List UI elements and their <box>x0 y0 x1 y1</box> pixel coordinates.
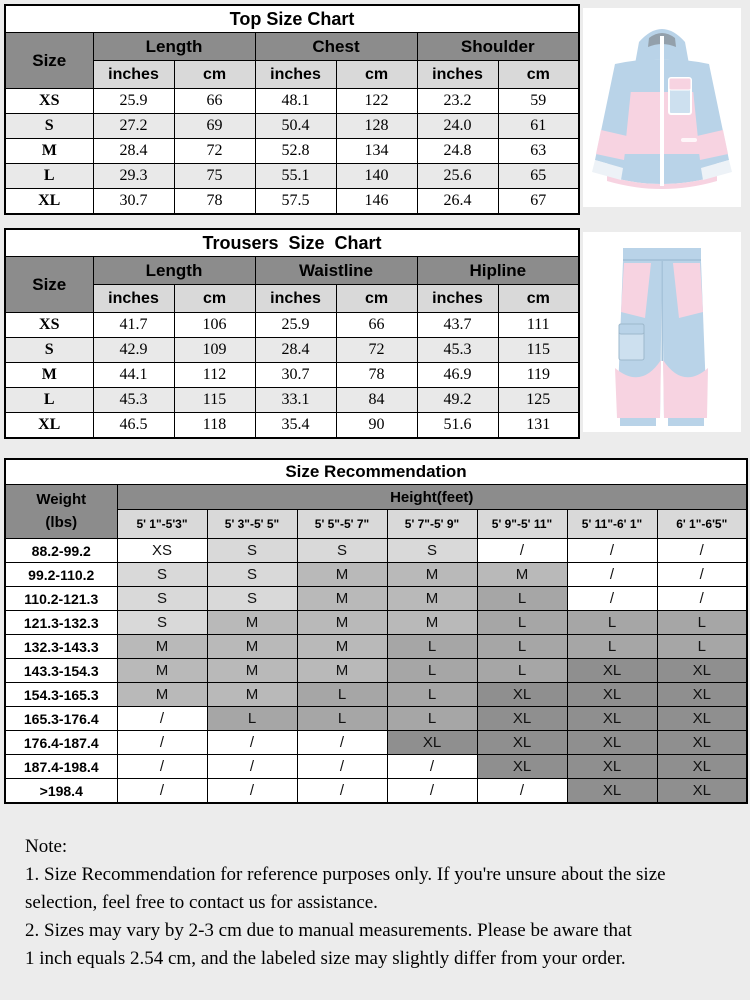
height-range-header: 6' 1"-6'5" <box>657 510 747 539</box>
size-row <box>5 413 579 439</box>
measurement-value: 84 <box>336 388 417 413</box>
measurement-value: 23.2 <box>417 89 498 114</box>
recommended-size-cell: / <box>657 563 747 587</box>
recommendation-row <box>5 707 747 731</box>
measurement-value: 67 <box>498 189 579 215</box>
measurement-value: 42.9 <box>93 338 174 363</box>
measurement-value: 25.9 <box>93 89 174 114</box>
unit-inches-header: inches <box>255 285 336 313</box>
measurement-value: 35.4 <box>255 413 336 439</box>
top-size-chart-table <box>4 4 580 215</box>
weight-range: 187.4-198.4 <box>5 755 117 779</box>
recommended-size-cell: L <box>297 683 387 707</box>
recommended-size-cell: XL <box>567 707 657 731</box>
recommended-size-cell: L <box>387 635 477 659</box>
recommended-size-cell: M <box>297 611 387 635</box>
size-row <box>5 114 579 139</box>
note-line: selection, feel free to contact us for assistance. <box>25 892 378 913</box>
weight-range: >198.4 <box>5 779 117 804</box>
measurement-value: 109 <box>174 338 255 363</box>
recommended-size-cell: M <box>207 659 297 683</box>
measurement-value: 115 <box>498 338 579 363</box>
measurement-value: 57.5 <box>255 189 336 215</box>
recommended-size-cell: / <box>117 731 207 755</box>
recommended-size-cell: L <box>477 635 567 659</box>
measure-group-header: Length <box>93 257 255 285</box>
recommendation-row <box>5 779 747 804</box>
measurement-value: 90 <box>336 413 417 439</box>
recommended-size-cell: M <box>117 635 207 659</box>
measurement-value: 75 <box>174 164 255 189</box>
measurement-value: 28.4 <box>93 139 174 164</box>
height-range-header: 5' 5"-5' 7" <box>297 510 387 539</box>
measurement-value: 29.3 <box>93 164 174 189</box>
recommended-size-cell: XS <box>117 539 207 563</box>
recommendation-row <box>5 659 747 683</box>
recommended-size-cell: XL <box>567 755 657 779</box>
recommended-size-cell: M <box>297 659 387 683</box>
measurement-value: 61 <box>498 114 579 139</box>
recommended-size-cell: XL <box>657 659 747 683</box>
recommended-size-cell: L <box>477 611 567 635</box>
measurement-value: 33.1 <box>255 388 336 413</box>
recommended-size-cell: M <box>207 683 297 707</box>
size-label: S <box>5 338 93 363</box>
recommended-size-cell: M <box>387 587 477 611</box>
measurement-value: 78 <box>174 189 255 215</box>
measurement-value: 72 <box>174 139 255 164</box>
recommended-size-cell: / <box>207 779 297 804</box>
measurement-value: 25.9 <box>255 313 336 338</box>
measurement-value: 43.7 <box>417 313 498 338</box>
recommended-size-cell: XL <box>477 683 567 707</box>
size-row <box>5 388 579 413</box>
measurement-value: 24.0 <box>417 114 498 139</box>
recommended-size-cell: / <box>567 539 657 563</box>
recommended-size-cell: XL <box>567 779 657 804</box>
recommended-size-cell: L <box>657 635 747 659</box>
size-row <box>5 363 579 388</box>
measurement-value: 55.1 <box>255 164 336 189</box>
unit-cm-header: cm <box>336 61 417 89</box>
size-recommendation-table <box>4 458 748 804</box>
weight-label: Weight <box>36 491 87 508</box>
weight-range: 99.2-110.2 <box>5 563 117 587</box>
measurement-value: 65 <box>498 164 579 189</box>
measurement-value: 44.1 <box>93 363 174 388</box>
recommended-size-cell: M <box>117 659 207 683</box>
size-label: XS <box>5 89 93 114</box>
measurement-value: 41.7 <box>93 313 174 338</box>
recommended-size-cell: / <box>657 587 747 611</box>
weight-range: 165.3-176.4 <box>5 707 117 731</box>
recommended-size-cell: / <box>297 755 387 779</box>
measurement-value: 78 <box>336 363 417 388</box>
measurement-value: 134 <box>336 139 417 164</box>
size-label: M <box>5 139 93 164</box>
height-range-header: 5' 3"-5' 5" <box>207 510 297 539</box>
recommended-size-cell: XL <box>387 731 477 755</box>
recommended-size-cell: / <box>657 539 747 563</box>
unit-cm-header: cm <box>498 285 579 313</box>
measurement-value: 48.1 <box>255 89 336 114</box>
weight-unit-label: (lbs) <box>45 513 78 531</box>
height-group-header: Height(feet) <box>117 485 747 510</box>
recommended-size-cell: XL <box>657 731 747 755</box>
measurement-value: 51.6 <box>417 413 498 439</box>
measurement-value: 146 <box>336 189 417 215</box>
recommended-size-cell: M <box>297 563 387 587</box>
measurement-value: 26.4 <box>417 189 498 215</box>
size-row <box>5 313 579 338</box>
recommended-size-cell: / <box>477 539 567 563</box>
height-range-header: 5' 9"-5' 11" <box>477 510 567 539</box>
size-row <box>5 89 579 114</box>
size-label: L <box>5 388 93 413</box>
recommended-size-cell: L <box>387 707 477 731</box>
recommendation-row <box>5 539 747 563</box>
height-range-header: 5' 7"-5' 9" <box>387 510 477 539</box>
measurement-value: 119 <box>498 363 579 388</box>
size-label: XS <box>5 313 93 338</box>
recommended-size-cell: L <box>477 659 567 683</box>
size-column-header: Size <box>5 257 93 313</box>
size-row <box>5 139 579 164</box>
note-section <box>25 833 740 973</box>
recommended-size-cell: S <box>117 587 207 611</box>
trousers-illustration <box>583 232 741 432</box>
measurement-value: 140 <box>336 164 417 189</box>
measurement-value: 66 <box>336 313 417 338</box>
weight-column-header <box>5 485 117 539</box>
measurement-value: 50.4 <box>255 114 336 139</box>
recommended-size-cell: M <box>117 683 207 707</box>
unit-cm-header: cm <box>498 61 579 89</box>
recommended-size-cell: M <box>297 587 387 611</box>
recommended-size-cell: L <box>207 707 297 731</box>
recommended-size-cell: / <box>207 731 297 755</box>
measurement-value: 59 <box>498 89 579 114</box>
note-line: 1 inch equals 2.54 cm, and the labeled size may slightly differ from your order. <box>25 948 626 969</box>
measurement-value: 45.3 <box>417 338 498 363</box>
size-row <box>5 164 579 189</box>
measurement-value: 66 <box>174 89 255 114</box>
recommended-size-cell: XL <box>657 707 747 731</box>
size-row <box>5 189 579 215</box>
recommended-size-cell: / <box>207 755 297 779</box>
size-label: XL <box>5 413 93 439</box>
recommended-size-cell: L <box>387 659 477 683</box>
height-range-header: 5' 11"-6' 1" <box>567 510 657 539</box>
recommendation-row <box>5 587 747 611</box>
recommended-size-cell: / <box>297 731 387 755</box>
jacket-image <box>583 8 741 207</box>
recommended-size-cell: XL <box>657 755 747 779</box>
weight-range: 176.4-187.4 <box>5 731 117 755</box>
size-column-header: Size <box>5 33 93 89</box>
measurement-value: 45.3 <box>93 388 174 413</box>
recommended-size-cell: M <box>297 635 387 659</box>
weight-range: 132.3-143.3 <box>5 635 117 659</box>
measurement-value: 52.8 <box>255 139 336 164</box>
recommendation-row <box>5 563 747 587</box>
recommended-size-cell: XL <box>477 731 567 755</box>
measurement-value: 125 <box>498 388 579 413</box>
measurement-value: 72 <box>336 338 417 363</box>
measurement-value: 131 <box>498 413 579 439</box>
measurement-value: 30.7 <box>255 363 336 388</box>
recommended-size-cell: / <box>567 587 657 611</box>
trousers-size-chart-table <box>4 228 580 439</box>
recommended-size-cell: M <box>207 611 297 635</box>
measurement-value: 63 <box>498 139 579 164</box>
recommended-size-cell: M <box>207 635 297 659</box>
recommended-size-cell: L <box>567 635 657 659</box>
size-label: XL <box>5 189 93 215</box>
note-line: 1. Size Recommendation for reference purposes only. If you're unsure about the size <box>25 864 666 885</box>
height-range-header: 5' 1"-5'3" <box>117 510 207 539</box>
recommended-size-cell: S <box>117 611 207 635</box>
recommended-size-cell: L <box>387 683 477 707</box>
recommended-size-cell: XL <box>657 779 747 804</box>
measurement-value: 49.2 <box>417 388 498 413</box>
recommended-size-cell: S <box>387 539 477 563</box>
measurement-value: 69 <box>174 114 255 139</box>
recommended-size-cell: S <box>117 563 207 587</box>
recommended-size-cell: M <box>387 563 477 587</box>
measurement-value: 106 <box>174 313 255 338</box>
recommended-size-cell: / <box>117 755 207 779</box>
note-line: 2. Sizes may vary by 2-3 cm due to manual measurements. Please be aware that <box>25 920 632 941</box>
measurement-value: 25.6 <box>417 164 498 189</box>
size-label: M <box>5 363 93 388</box>
recommended-size-cell: XL <box>477 707 567 731</box>
unit-inches-header: inches <box>93 285 174 313</box>
measure-group-header: Length <box>93 33 255 61</box>
measurement-value: 112 <box>174 363 255 388</box>
jacket-illustration <box>583 8 741 207</box>
recommended-size-cell: L <box>477 587 567 611</box>
measurement-value: 46.5 <box>93 413 174 439</box>
recommended-size-cell: L <box>657 611 747 635</box>
trousers-image <box>583 232 741 432</box>
weight-range: 110.2-121.3 <box>5 587 117 611</box>
measure-group-header: Shoulder <box>417 33 579 61</box>
measurement-value: 24.8 <box>417 139 498 164</box>
recommendation-row <box>5 611 747 635</box>
note-heading: Note: <box>25 836 68 857</box>
recommended-size-cell: / <box>117 779 207 804</box>
recommended-size-cell: XL <box>477 755 567 779</box>
recommendation-row <box>5 635 747 659</box>
unit-cm-header: cm <box>174 61 255 89</box>
measurement-value: 118 <box>174 413 255 439</box>
measurement-value: 46.9 <box>417 363 498 388</box>
recommended-size-cell: S <box>207 563 297 587</box>
measurement-value: 115 <box>174 388 255 413</box>
recommendation-row <box>5 755 747 779</box>
unit-inches-header: inches <box>417 61 498 89</box>
unit-inches-header: inches <box>417 285 498 313</box>
recommended-size-cell: S <box>207 587 297 611</box>
recommended-size-cell: / <box>387 779 477 804</box>
recommended-size-cell: XL <box>657 683 747 707</box>
measurement-value: 128 <box>336 114 417 139</box>
recommended-size-cell: M <box>477 563 567 587</box>
measure-group-header: Waistline <box>255 257 417 285</box>
weight-range: 88.2-99.2 <box>5 539 117 563</box>
recommended-size-cell: / <box>117 707 207 731</box>
unit-inches-header: inches <box>255 61 336 89</box>
measurement-value: 30.7 <box>93 189 174 215</box>
size-label: L <box>5 164 93 189</box>
measure-group-header: Hipline <box>417 257 579 285</box>
weight-range: 143.3-154.3 <box>5 659 117 683</box>
recommended-size-cell: L <box>297 707 387 731</box>
measurement-value: 122 <box>336 89 417 114</box>
recommended-size-cell: S <box>297 539 387 563</box>
recommendation-row <box>5 683 747 707</box>
size-label: S <box>5 114 93 139</box>
recommended-size-cell: M <box>387 611 477 635</box>
recommended-size-cell: XL <box>567 731 657 755</box>
recommended-size-cell: XL <box>567 659 657 683</box>
recommended-size-cell: XL <box>567 683 657 707</box>
recommended-size-cell: / <box>387 755 477 779</box>
measurement-value: 27.2 <box>93 114 174 139</box>
chart-title: Top Size Chart <box>5 5 579 33</box>
recommended-size-cell: S <box>207 539 297 563</box>
size-row <box>5 338 579 363</box>
measure-group-header: Chest <box>255 33 417 61</box>
unit-cm-header: cm <box>336 285 417 313</box>
recommended-size-cell: / <box>477 779 567 804</box>
unit-inches-header: inches <box>93 61 174 89</box>
measurement-value: 28.4 <box>255 338 336 363</box>
recommended-size-cell: / <box>567 563 657 587</box>
recommendation-row <box>5 731 747 755</box>
chart-title: Trousers Size Chart <box>5 229 579 257</box>
measurement-value: 111 <box>498 313 579 338</box>
recommended-size-cell: / <box>297 779 387 804</box>
weight-range: 154.3-165.3 <box>5 683 117 707</box>
chart-title: Size Recommendation <box>5 459 747 485</box>
unit-cm-header: cm <box>174 285 255 313</box>
recommended-size-cell: L <box>567 611 657 635</box>
weight-range: 121.3-132.3 <box>5 611 117 635</box>
